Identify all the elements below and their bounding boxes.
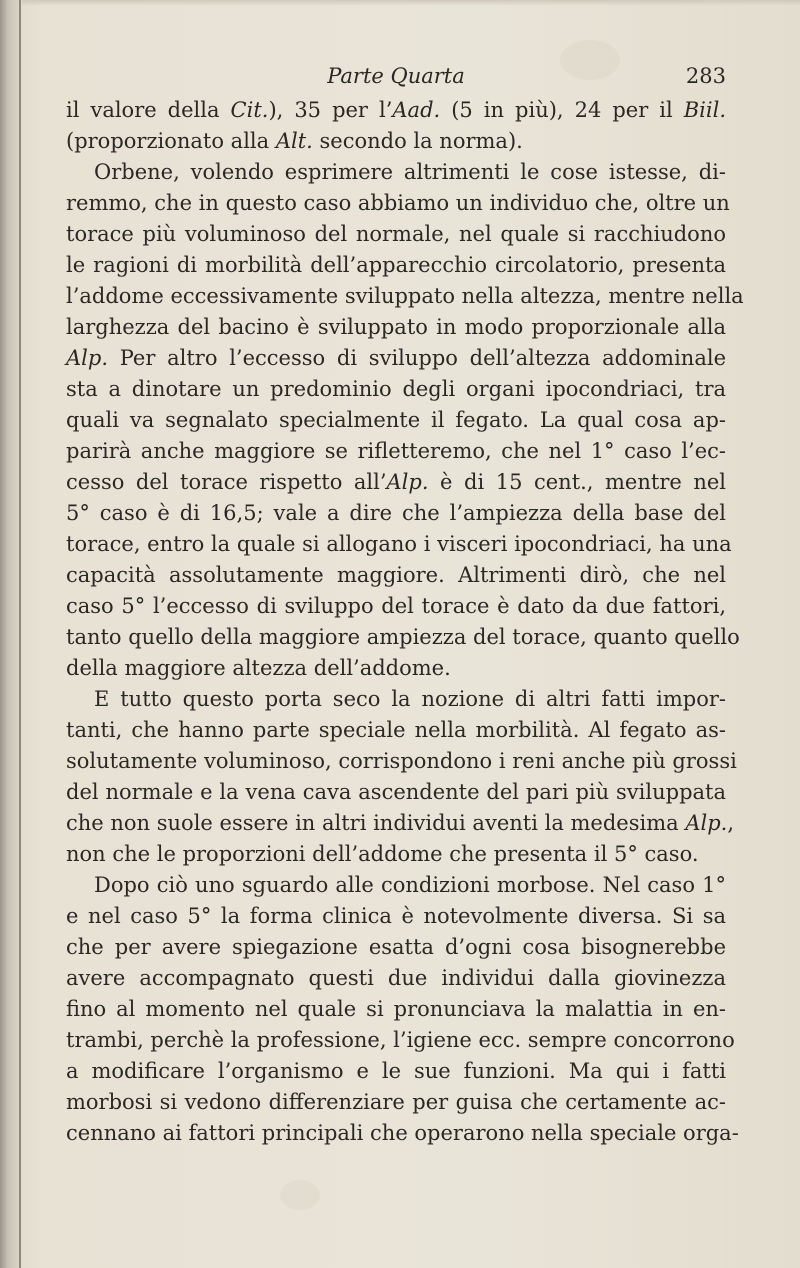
text-line [66, 932, 726, 963]
text-run: torace più voluminoso del normale, nel quale si racchiudono [66, 222, 726, 246]
text-line [66, 498, 726, 529]
text-run: E tutto questo porta seco la nozione di altri fatti impor- [94, 687, 726, 711]
text-run: della maggiore altezza dell’addome. [66, 656, 451, 680]
text-run: cennano ai fattori principali che operarono nella speciale orga- [66, 1121, 739, 1145]
text-run: il valore della [66, 98, 231, 122]
text-run: a modificare l’organismo e le sue funzioni. Ma qui i fatti [66, 1059, 726, 1083]
body-text [66, 95, 744, 1149]
text-run: , [727, 811, 735, 835]
italic-abbreviation: Alp. [685, 811, 728, 835]
text-line [66, 1087, 726, 1118]
text-run: larghezza del bacino è sviluppato in modo proporzionale alla [66, 315, 726, 339]
text-run: Dopo ciò uno sguardo alle condizioni morbose. Nel caso 1° [94, 873, 726, 897]
text-run: quali va segnalato specialmente il fegato. La qual cosa ap- [66, 408, 726, 432]
page-number: 283 [685, 64, 726, 88]
text-run: capacità assolutamente maggiore. Altrimenti dirò, che nel [66, 563, 726, 587]
text-line [66, 250, 726, 281]
text-line [66, 653, 726, 684]
text-run: ), 35 per l’ [268, 98, 393, 122]
text-line [66, 684, 726, 715]
text-run: avere accompagnato questi due individui dalla giovinezza [66, 966, 726, 990]
text-line [66, 529, 732, 560]
text-line [66, 188, 730, 219]
text-line [66, 746, 737, 777]
text-line [66, 219, 726, 250]
text-run: l’addome eccessivamente sviluppato nella altezza, mentre nella [66, 284, 744, 308]
text-line [66, 994, 726, 1025]
text-run: che non suole essere in altri individui aventi la medesima [66, 811, 686, 835]
running-title: Parte Quarta [327, 64, 465, 88]
text-run: non che le proporzioni dell’addome che presenta il 5° caso. [66, 842, 699, 866]
text-run: trambi, perchè la professione, l’igiene ecc. sempre concorrono [66, 1028, 735, 1052]
text-run: è di 15 cent., mentre nel [428, 470, 726, 494]
binding-edge [19, 0, 21, 1268]
text-line [66, 405, 726, 436]
italic-abbreviation: Cit. [230, 98, 269, 122]
text-line [66, 777, 726, 808]
text-run: del normale e la vena cava ascendente del pari più sviluppata [66, 780, 726, 804]
text-line [66, 1025, 735, 1056]
text-run: Per altro l’eccesso di sviluppo dell’altezza addominale [108, 346, 726, 370]
text-run: che per avere spiegazione esatta d’ogni cosa bisognerebbe [66, 935, 726, 959]
text-line [66, 343, 726, 374]
paper-stain [280, 1180, 320, 1210]
text-line [66, 312, 726, 343]
text-run: fino al momento nel quale si pronunciava la malattia in en- [66, 997, 726, 1021]
text-line [66, 560, 726, 591]
text-run: remmo, che in questo caso abbiamo un individuo che, oltre un [66, 191, 730, 215]
text-run: (5 in più), 24 per il [440, 98, 684, 122]
text-run: 5° caso è di 16,5; vale a dire che l’ampiezza della base del [66, 501, 726, 525]
text-line [66, 1118, 739, 1149]
running-header [66, 60, 726, 94]
italic-abbreviation: Alt. [275, 129, 313, 153]
text-line [66, 1056, 726, 1087]
text-line [66, 374, 726, 405]
text-run: cesso del torace rispetto all’ [66, 470, 387, 494]
text-line [66, 901, 726, 932]
text-line [66, 126, 726, 157]
text-run: morbosi si vedono differenziare per guisa che certamente ac- [66, 1090, 726, 1114]
text-run: le ragioni di morbilità dell’apparecchio circolatorio, presenta [66, 253, 726, 277]
text-run: sta a dinotare un predominio degli organi ipocondriaci, tra [66, 377, 726, 401]
text-run: torace, entro la quale si allogano i visceri ipocondriaci, ha una [66, 532, 732, 556]
text-line [66, 467, 726, 498]
text-run: tanti, che hanno parte speciale nella morbilità. Al fegato as- [66, 718, 726, 742]
text-line [66, 436, 726, 467]
text-line [66, 963, 726, 994]
italic-abbreviation: Aad. [392, 98, 441, 122]
italic-abbreviation: Biil. [683, 98, 727, 122]
text-run: secondo la norma). [312, 129, 523, 153]
text-run: (proporzionato alla [66, 129, 276, 153]
text-line [66, 622, 740, 653]
text-run: Orbene, volendo esprimere altrimenti le cose istesse, di- [94, 160, 726, 184]
text-run: e nel caso 5° la forma clinica è notevolmente diversa. Si sa [66, 904, 726, 928]
italic-abbreviation: Alp. [66, 346, 108, 370]
text-line [66, 95, 726, 126]
text-line [66, 591, 726, 622]
italic-abbreviation: Alp. [386, 470, 429, 494]
text-line [66, 839, 726, 870]
text-run: parirà anche maggiore se rifletteremo, che nel 1° caso l’ec- [66, 439, 726, 463]
page-top-edge [22, 0, 800, 6]
text-run: caso 5° l’eccesso di sviluppo del torace è dato da due fattori, [66, 594, 726, 618]
text-line [66, 715, 726, 746]
text-line [66, 281, 744, 312]
text-line [66, 157, 726, 188]
text-line [66, 808, 735, 839]
text-run: tanto quello della maggiore ampiezza del torace, quanto quello [66, 625, 740, 649]
text-line [66, 870, 726, 901]
text-run: solutamente voluminoso, corrispondono i reni anche più grossi [66, 749, 737, 773]
